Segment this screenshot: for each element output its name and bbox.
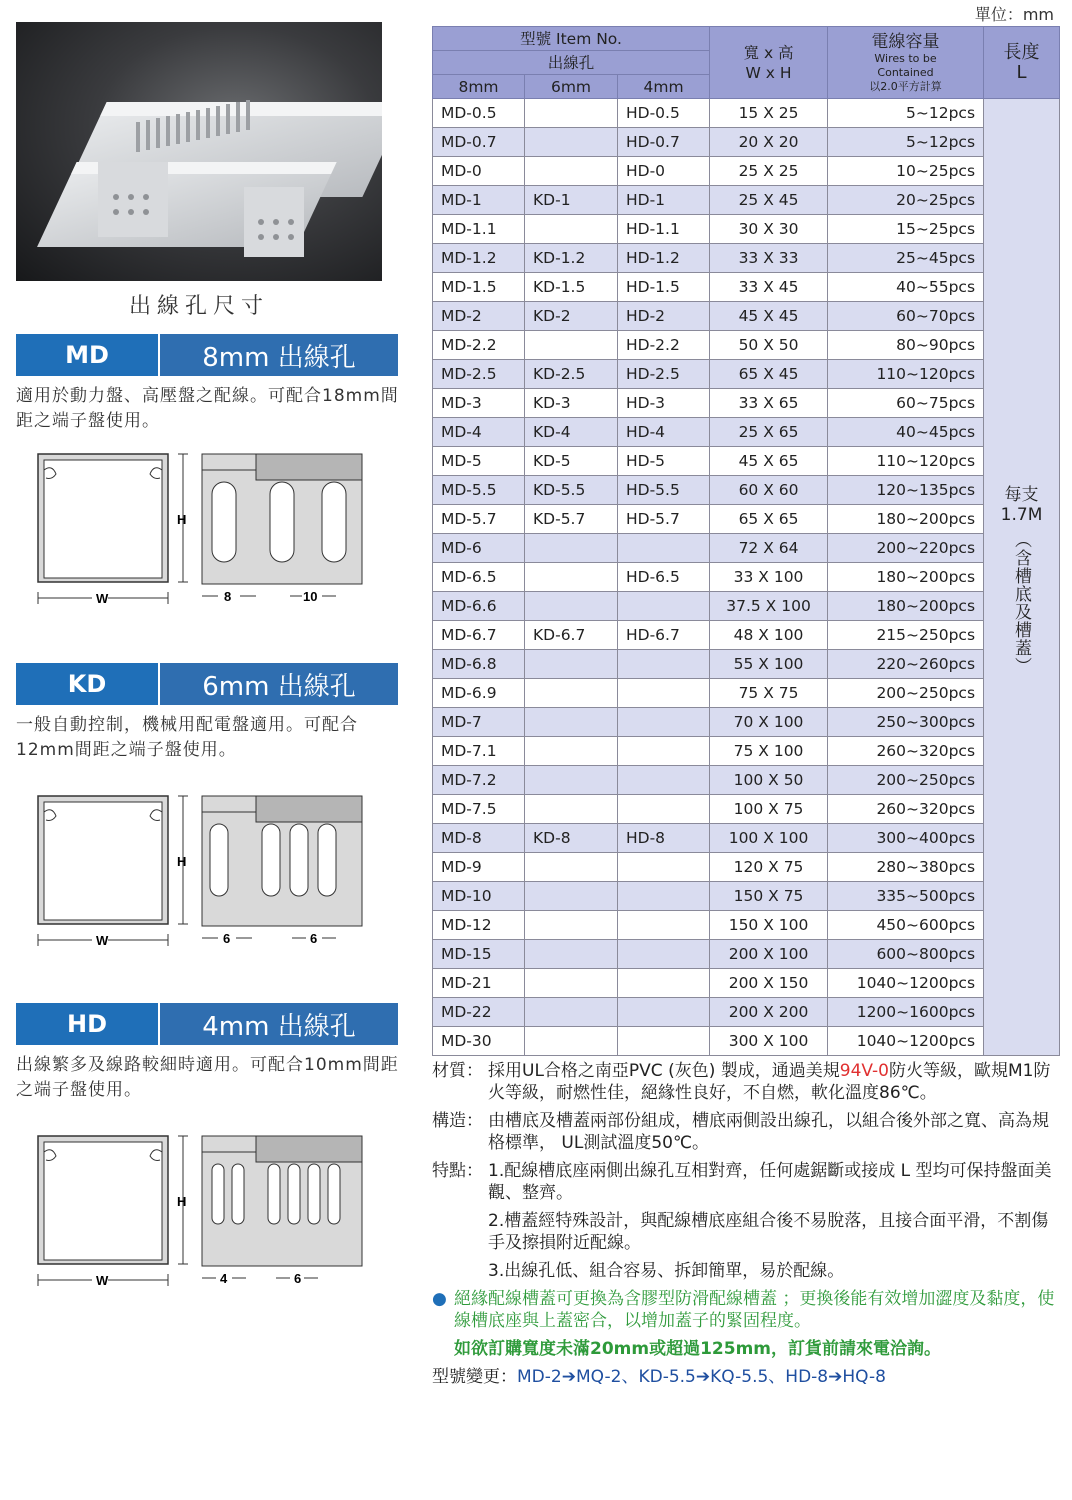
model-8mm: MD-1.1 [433, 215, 525, 244]
model-4mm [618, 766, 710, 795]
material-label: 材質： [432, 1061, 483, 1081]
model-4mm: HD-1.2 [618, 244, 710, 273]
table-row [433, 186, 1060, 215]
size-wh: 150 X 75 [710, 882, 828, 911]
wire-capacity: 80~90pcs [828, 331, 984, 360]
change-old-2: KD-5.5 [638, 1367, 696, 1387]
model-4mm: HD-1 [618, 186, 710, 215]
size-wh: 72 X 64 [710, 534, 828, 563]
table-row [433, 679, 1060, 708]
model-6mm [525, 563, 618, 592]
model-8mm: MD-6.7 [433, 621, 525, 650]
model-change [432, 1366, 1062, 1388]
table-row [433, 592, 1060, 621]
model-8mm: MD-2.2 [433, 331, 525, 360]
table-row [433, 157, 1060, 186]
model-6mm [525, 795, 618, 824]
model-6mm [525, 128, 618, 157]
model-6mm: KD-5 [525, 447, 618, 476]
table-row [433, 505, 1060, 534]
wire-capacity: 1200~1600pcs [828, 998, 984, 1027]
model-8mm: MD-6.8 [433, 650, 525, 679]
model-6mm [525, 331, 618, 360]
model-4mm [618, 911, 710, 940]
wire-capacity: 215~250pcs [828, 621, 984, 650]
change-new-2: KQ-5.5 [710, 1367, 769, 1387]
arrow-icon: ➔ [561, 1367, 576, 1387]
table-row [433, 215, 1060, 244]
model-6mm [525, 99, 618, 128]
wire-capacity: 600~800pcs [828, 940, 984, 969]
hole-pitch-label: 6 [294, 1271, 302, 1286]
wire-capacity: 260~320pcs [828, 737, 984, 766]
header-hole: 出線孔 [433, 51, 710, 75]
model-8mm: MD-6.6 [433, 592, 525, 621]
table-row [433, 128, 1060, 157]
size-wh: 37.5 X 100 [710, 592, 828, 621]
table-row [433, 389, 1060, 418]
model-8mm: MD-7.1 [433, 737, 525, 766]
model-4mm [618, 592, 710, 621]
section-code: HD [16, 1003, 158, 1045]
table-row [433, 998, 1060, 1027]
table-row [433, 911, 1060, 940]
length-note: （含槽底及槽蓋） [1011, 530, 1032, 675]
model-8mm: MD-8 [433, 824, 525, 853]
size-wh: 120 X 75 [710, 853, 828, 882]
model-8mm: MD-7.2 [433, 766, 525, 795]
model-6mm [525, 998, 618, 1027]
diagram-md [30, 452, 370, 612]
header-capacity-3: Contained [877, 65, 934, 79]
table-row [433, 563, 1060, 592]
header-wh-2: W x H [745, 63, 792, 82]
table-row [433, 882, 1060, 911]
wire-capacity: 5~12pcs [828, 128, 984, 157]
feature-3: 3.出線孔低、組合容易、拆卸簡單，易於配線。 [488, 1261, 845, 1281]
model-8mm: MD-1.2 [433, 244, 525, 273]
table-row [433, 302, 1060, 331]
model-4mm [618, 795, 710, 824]
model-4mm [618, 882, 710, 911]
model-4mm: HD-0.7 [618, 128, 710, 157]
table-row [433, 708, 1060, 737]
section-title: 8mm 出線孔 [158, 334, 398, 376]
model-4mm: HD-4 [618, 418, 710, 447]
header-wh-1: 寬 x 高 [743, 43, 794, 62]
model-8mm: MD-21 [433, 969, 525, 998]
model-6mm: KD-6.7 [525, 621, 618, 650]
model-6mm: KD-1.5 [525, 273, 618, 302]
model-8mm: MD-30 [433, 1027, 525, 1056]
model-4mm: HD-2 [618, 302, 710, 331]
table-row [433, 621, 1060, 650]
wire-capacity: 335~500pcs [828, 882, 984, 911]
length-cell [984, 99, 1060, 1056]
notes [432, 1060, 1062, 1388]
width-label: W [96, 591, 109, 606]
wire-capacity: 25~45pcs [828, 244, 984, 273]
model-8mm: MD-1.5 [433, 273, 525, 302]
model-6mm: KD-5.5 [525, 476, 618, 505]
model-4mm: HD-6.7 [618, 621, 710, 650]
green-note-1-text: 絕緣配線槽蓋可更換為含膠型防滑配線槽蓋 ；更換後能有效增加澀度及黏度，使線槽底座與上蓋密合，以增加蓋子的緊固程度。 [454, 1289, 1055, 1331]
size-wh: 300 X 100 [710, 1027, 828, 1056]
header-wh [710, 27, 828, 99]
model-8mm: MD-6 [433, 534, 525, 563]
model-6mm [525, 853, 618, 882]
model-8mm: MD-22 [433, 998, 525, 1027]
model-4mm: HD-8 [618, 824, 710, 853]
wire-capacity: 110~120pcs [828, 360, 984, 389]
model-6mm: KD-5.7 [525, 505, 618, 534]
hole-pitch-label: 6 [310, 931, 318, 946]
change-old-1: MD-2 [517, 1367, 562, 1387]
structure-text: 由槽底及槽蓋兩部份組成，槽底兩側設出線孔，以組合後外部之寬、高為規格標準， UL測試溫度50℃。 [488, 1111, 1049, 1153]
size-wh: 100 X 50 [710, 766, 828, 795]
table-row [433, 476, 1060, 505]
table-row [433, 650, 1060, 679]
change-old-3: HD-8 [785, 1367, 829, 1387]
size-wh: 45 X 45 [710, 302, 828, 331]
model-4mm [618, 1027, 710, 1056]
length-main: 每支 [1004, 484, 1039, 505]
model-8mm: MD-1 [433, 186, 525, 215]
arrow-icon: ➔ [828, 1367, 843, 1387]
model-4mm [618, 853, 710, 882]
photo-caption: 出線孔尺寸 [128, 294, 269, 319]
structure-label: 構造： [432, 1111, 483, 1131]
model-8mm: MD-7 [433, 708, 525, 737]
wire-capacity: 1040~1200pcs [828, 1027, 984, 1056]
diagram-kd [30, 794, 370, 954]
header-6mm: 6mm [525, 75, 618, 99]
model-4mm: HD-5.7 [618, 505, 710, 534]
wire-capacity: 1040~1200pcs [828, 969, 984, 998]
wire-capacity: 120~135pcs [828, 476, 984, 505]
model-8mm: MD-0.5 [433, 99, 525, 128]
header-length-2: L [1016, 61, 1027, 83]
header-4mm: 4mm [618, 75, 710, 99]
size-wh: 65 X 65 [710, 505, 828, 534]
model-4mm: HD-1.1 [618, 215, 710, 244]
size-wh: 200 X 100 [710, 940, 828, 969]
model-4mm: HD-0 [618, 157, 710, 186]
size-wh: 75 X 100 [710, 737, 828, 766]
model-4mm [618, 708, 710, 737]
section-kd-desc: 一般自動控制，機械用配電盤適用。可配合12mm間距之端子盤使用。 [16, 715, 358, 760]
table-row [433, 766, 1060, 795]
model-6mm [525, 679, 618, 708]
model-4mm: HD-3 [618, 389, 710, 418]
model-4mm: HD-0.5 [618, 99, 710, 128]
model-8mm: MD-9 [433, 853, 525, 882]
wire-capacity: 15~25pcs [828, 215, 984, 244]
wire-capacity: 260~320pcs [828, 795, 984, 824]
section-hd-header [16, 1003, 398, 1045]
length-value: 1.7M [1000, 504, 1043, 525]
size-wh: 20 X 20 [710, 128, 828, 157]
height-label: H [177, 854, 187, 869]
size-wh: 33 X 33 [710, 244, 828, 273]
spec-table-body [433, 99, 1060, 1056]
wire-capacity: 220~260pcs [828, 650, 984, 679]
feature-2: 2.槽蓋經特殊設計，與配線槽底座組合後不易脫落，且接合面平滑，不割傷手及擦損附近配線。 [488, 1211, 1049, 1253]
model-4mm [618, 969, 710, 998]
size-wh: 75 X 75 [710, 679, 828, 708]
model-6mm: KD-1.2 [525, 244, 618, 273]
material-fire-rating: 94V-0 [839, 1061, 889, 1081]
arrow-icon: ➔ [695, 1367, 711, 1387]
table-row [433, 737, 1060, 766]
model-8mm: MD-2.5 [433, 360, 525, 389]
height-label: H [177, 512, 187, 527]
model-6mm [525, 940, 618, 969]
section-code: KD [16, 663, 158, 705]
model-8mm: MD-0 [433, 157, 525, 186]
size-wh: 25 X 45 [710, 186, 828, 215]
size-wh: 100 X 75 [710, 795, 828, 824]
model-8mm: MD-3 [433, 389, 525, 418]
material-text-b: 防火等級，歐規M1防火等級，耐燃性佳，絕緣性良好，不自燃，軟化溫度86℃。 [488, 1061, 1051, 1103]
wire-capacity: 450~600pcs [828, 911, 984, 940]
table-row [433, 331, 1060, 360]
model-6mm [525, 708, 618, 737]
model-6mm [525, 969, 618, 998]
wire-capacity: 180~200pcs [828, 592, 984, 621]
size-wh: 33 X 65 [710, 389, 828, 418]
model-4mm: HD-2.2 [618, 331, 710, 360]
model-8mm: MD-7.5 [433, 795, 525, 824]
diagram-hd [30, 1134, 370, 1294]
table-row [433, 1027, 1060, 1056]
model-8mm: MD-12 [433, 911, 525, 940]
model-6mm: KD-8 [525, 824, 618, 853]
table-row [433, 447, 1060, 476]
hole-width-label: 4 [220, 1271, 228, 1286]
header-length-1: 長度 [1003, 41, 1040, 63]
model-8mm: MD-5 [433, 447, 525, 476]
size-wh: 200 X 200 [710, 998, 828, 1027]
model-4mm: HD-6.5 [618, 563, 710, 592]
section-title: 4mm 出線孔 [158, 1003, 398, 1045]
wire-capacity: 40~55pcs [828, 273, 984, 302]
table-row [433, 360, 1060, 389]
model-4mm: HD-2.5 [618, 360, 710, 389]
section-md-header [16, 334, 398, 376]
table-row [433, 824, 1060, 853]
wire-capacity: 60~70pcs [828, 302, 984, 331]
model-6mm [525, 1027, 618, 1056]
section-code: MD [16, 334, 158, 376]
wire-capacity: 60~75pcs [828, 389, 984, 418]
size-wh: 45 X 65 [710, 447, 828, 476]
table-row [433, 940, 1060, 969]
green-note-1 [432, 1288, 1062, 1332]
model-6mm [525, 766, 618, 795]
table-row [433, 795, 1060, 824]
table-row [433, 853, 1060, 882]
hole-width-label: 6 [223, 931, 231, 946]
height-label: H [177, 1194, 187, 1209]
size-wh: 25 X 25 [710, 157, 828, 186]
model-4mm: HD-5.5 [618, 476, 710, 505]
section-kd-header [16, 663, 398, 705]
header-item-no: 型號 Item No. [433, 27, 710, 51]
model-6mm: KD-4 [525, 418, 618, 447]
material-text [488, 1060, 1062, 1104]
feature-label: 特點： [432, 1161, 483, 1181]
model-4mm [618, 534, 710, 563]
wire-capacity: 110~120pcs [828, 447, 984, 476]
header-capacity [828, 27, 984, 99]
model-8mm: MD-6.5 [433, 563, 525, 592]
header-capacity-4: 以2.0平方計算 [869, 79, 942, 93]
wire-capacity: 10~25pcs [828, 157, 984, 186]
table-row [433, 534, 1060, 563]
model-8mm: MD-2 [433, 302, 525, 331]
product-photo [16, 22, 382, 281]
size-wh: 48 X 100 [710, 621, 828, 650]
model-6mm [525, 592, 618, 621]
bullet-icon: ● [432, 1289, 447, 1309]
model-6mm [525, 911, 618, 940]
wire-capacity: 200~250pcs [828, 766, 984, 795]
material-text-a: 採用UL合格之南亞PVC (灰色) 製成，通過美規 [488, 1061, 840, 1081]
table-row [433, 418, 1060, 447]
model-4mm [618, 998, 710, 1027]
size-wh: 55 X 100 [710, 650, 828, 679]
wire-capacity: 40~45pcs [828, 418, 984, 447]
header-8mm: 8mm [433, 75, 525, 99]
size-wh: 25 X 65 [710, 418, 828, 447]
size-wh: 60 X 60 [710, 476, 828, 505]
size-wh: 70 X 100 [710, 708, 828, 737]
size-wh: 65 X 45 [710, 360, 828, 389]
size-wh: 100 X 100 [710, 824, 828, 853]
model-4mm [618, 679, 710, 708]
model-4mm [618, 650, 710, 679]
size-wh: 33 X 45 [710, 273, 828, 302]
wire-capacity: 200~250pcs [828, 679, 984, 708]
width-label: W [96, 1273, 109, 1288]
model-6mm [525, 650, 618, 679]
table-row [433, 969, 1060, 998]
material-row [432, 1060, 1062, 1104]
wire-capacity: 250~300pcs [828, 708, 984, 737]
size-wh: 33 X 100 [710, 563, 828, 592]
model-4mm [618, 940, 710, 969]
section-md-desc: 適用於動力盤、高壓盤之配線。可配合18mm間距之端子盤使用。 [16, 386, 399, 431]
table-row [433, 99, 1060, 128]
hole-pitch-label: 10 [303, 589, 318, 604]
wire-capacity: 180~200pcs [828, 563, 984, 592]
model-6mm [525, 215, 618, 244]
model-8mm: MD-5.7 [433, 505, 525, 534]
wire-capacity: 280~380pcs [828, 853, 984, 882]
header-capacity-2: Wires to be [874, 51, 937, 65]
model-8mm: MD-0.7 [433, 128, 525, 157]
model-4mm: HD-5 [618, 447, 710, 476]
model-8mm: MD-5.5 [433, 476, 525, 505]
wire-capacity: 20~25pcs [828, 186, 984, 215]
model-4mm [618, 737, 710, 766]
model-6mm [525, 157, 618, 186]
feature-1: 1.配線槽底座兩側出線孔互相對齊，任何處鋸斷或接成 L 型均可保持盤面美觀、整齊。 [488, 1161, 1052, 1203]
wire-capacity: 300~400pcs [828, 824, 984, 853]
model-8mm: MD-6.9 [433, 679, 525, 708]
wire-capacity: 180~200pcs [828, 505, 984, 534]
separator: 、 [621, 1367, 639, 1387]
wire-capacity: 200~220pcs [828, 534, 984, 563]
header-length [984, 27, 1060, 99]
model-6mm: KD-3 [525, 389, 618, 418]
model-6mm: KD-2.5 [525, 360, 618, 389]
model-6mm [525, 534, 618, 563]
section-title: 6mm 出線孔 [158, 663, 398, 705]
model-4mm: HD-1.5 [618, 273, 710, 302]
size-wh: 15 X 25 [710, 99, 828, 128]
model-6mm: KD-2 [525, 302, 618, 331]
table-row [433, 273, 1060, 302]
model-6mm [525, 737, 618, 766]
section-hd-desc: 出線繁多及線路較細時適用。可配合10mm間距之端子盤使用。 [16, 1055, 399, 1100]
size-wh: 50 X 50 [710, 331, 828, 360]
structure-row [432, 1110, 1062, 1154]
change-new-3: HQ-8 [842, 1367, 886, 1387]
separator: 、 [768, 1367, 786, 1387]
model-8mm: MD-4 [433, 418, 525, 447]
size-wh: 30 X 30 [710, 215, 828, 244]
model-6mm [525, 882, 618, 911]
change-new-1: MQ-2 [575, 1367, 622, 1387]
spec-table [432, 26, 1060, 1056]
table-row [433, 244, 1060, 273]
feature-row [432, 1160, 1062, 1204]
hole-width-label: 8 [224, 589, 232, 604]
header-capacity-1: 電線容量 [871, 31, 940, 52]
green-note-2: 如欲訂購寬度未滿20mm或超過125mm，訂貨前請來電洽詢。 [454, 1339, 941, 1359]
model-6mm: KD-1 [525, 186, 618, 215]
change-label: 型號變更： [432, 1367, 517, 1387]
size-wh: 200 X 150 [710, 969, 828, 998]
model-8mm: MD-15 [433, 940, 525, 969]
model-8mm: MD-10 [433, 882, 525, 911]
wire-capacity: 5~12pcs [828, 99, 984, 128]
unit-label: 單位：mm [974, 5, 1054, 24]
width-label: W [96, 933, 109, 948]
size-wh: 150 X 100 [710, 911, 828, 940]
